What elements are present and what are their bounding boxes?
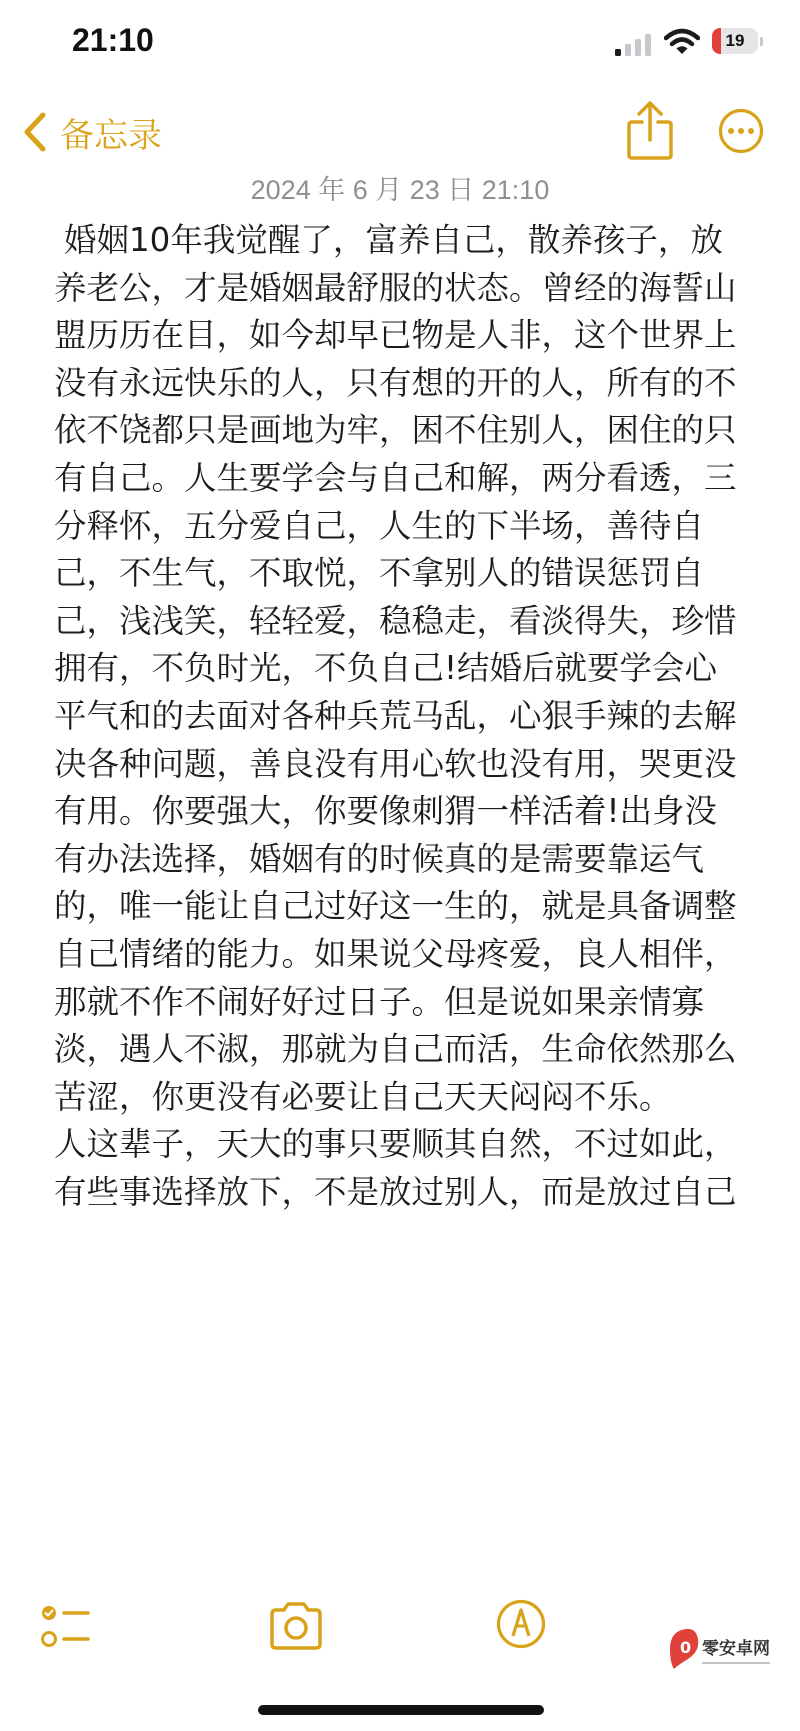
wifi-icon	[664, 28, 700, 56]
svg-text:0: 0	[680, 1638, 692, 1657]
markup-pen-icon[interactable]	[495, 1598, 547, 1650]
note-body[interactable]	[54, 217, 749, 1216]
watermark-logo	[666, 1623, 776, 1675]
ellipsis-circle-icon[interactable]	[718, 108, 764, 154]
chevron-left-icon	[22, 111, 48, 153]
back-button[interactable]	[22, 104, 162, 160]
note-paragraph: 人这辈子，天大的事只要顺其自然，不过如此，有些事选择放下，不是放过别人，而是放过自己	[54, 1125, 737, 1211]
battery-indicator	[712, 28, 764, 54]
watermark-text: 零安卓网	[702, 1639, 770, 1659]
nav-bar	[0, 90, 800, 180]
note-paragraph: 婚姻10年我觉醒了，富养自己，散养孩子，放养老公，才是婚姻最舒服的状态。曾经的海誓山盟历历在目，如今却早已物是人非，这个世界上没有永远快乐的人，只有想的开的人，所有的不依不饶都只是画地为牢，困不住别人，困住的只有自己。人生要学会与自己和解，两分看透，三分释怀，五分爱自己，人生的下半场，善待自己，不生气，不取悦，不拿别人的错误惩罚自己，浅浅笑，轻轻爱，稳稳走，看淡得失，珍惜拥有，不负时光，不负自己!结婚后就要学会心平气和的去面对各种兵荒马乱，心狠手辣的去解决各种问题，善良没有用心软也没有用，哭更没有用。你要强大，你要像刺猬一样活着!出身没有办法选择，婚姻有的时候真的是需要靠运气的，唯一能让自己过好这一生的，就是具备调整自己情绪的能力。如果说父母疼爱，良人相伴，那就不作不闹好好过日子。但是说如果亲情寡淡，遇人不淑，那就为自己而活，生命依然那么苦涩，你更没有必要让自己天天闷闷不乐。	[54, 221, 737, 1116]
battery-body	[712, 28, 758, 54]
battery-nub	[760, 37, 763, 46]
note-date: 2024 年 6 月 23 日 21:10	[250, 175, 550, 205]
status-time: 21:10	[72, 22, 154, 58]
status-bar	[0, 0, 800, 90]
share-icon[interactable]	[624, 100, 676, 162]
camera-icon[interactable]	[267, 1600, 325, 1652]
back-label: 备忘录	[60, 115, 162, 156]
battery-level-text: 19	[725, 31, 745, 50]
home-indicator	[258, 1705, 544, 1715]
checklist-icon[interactable]	[40, 1602, 92, 1652]
cellular-signal-icon	[615, 34, 651, 56]
